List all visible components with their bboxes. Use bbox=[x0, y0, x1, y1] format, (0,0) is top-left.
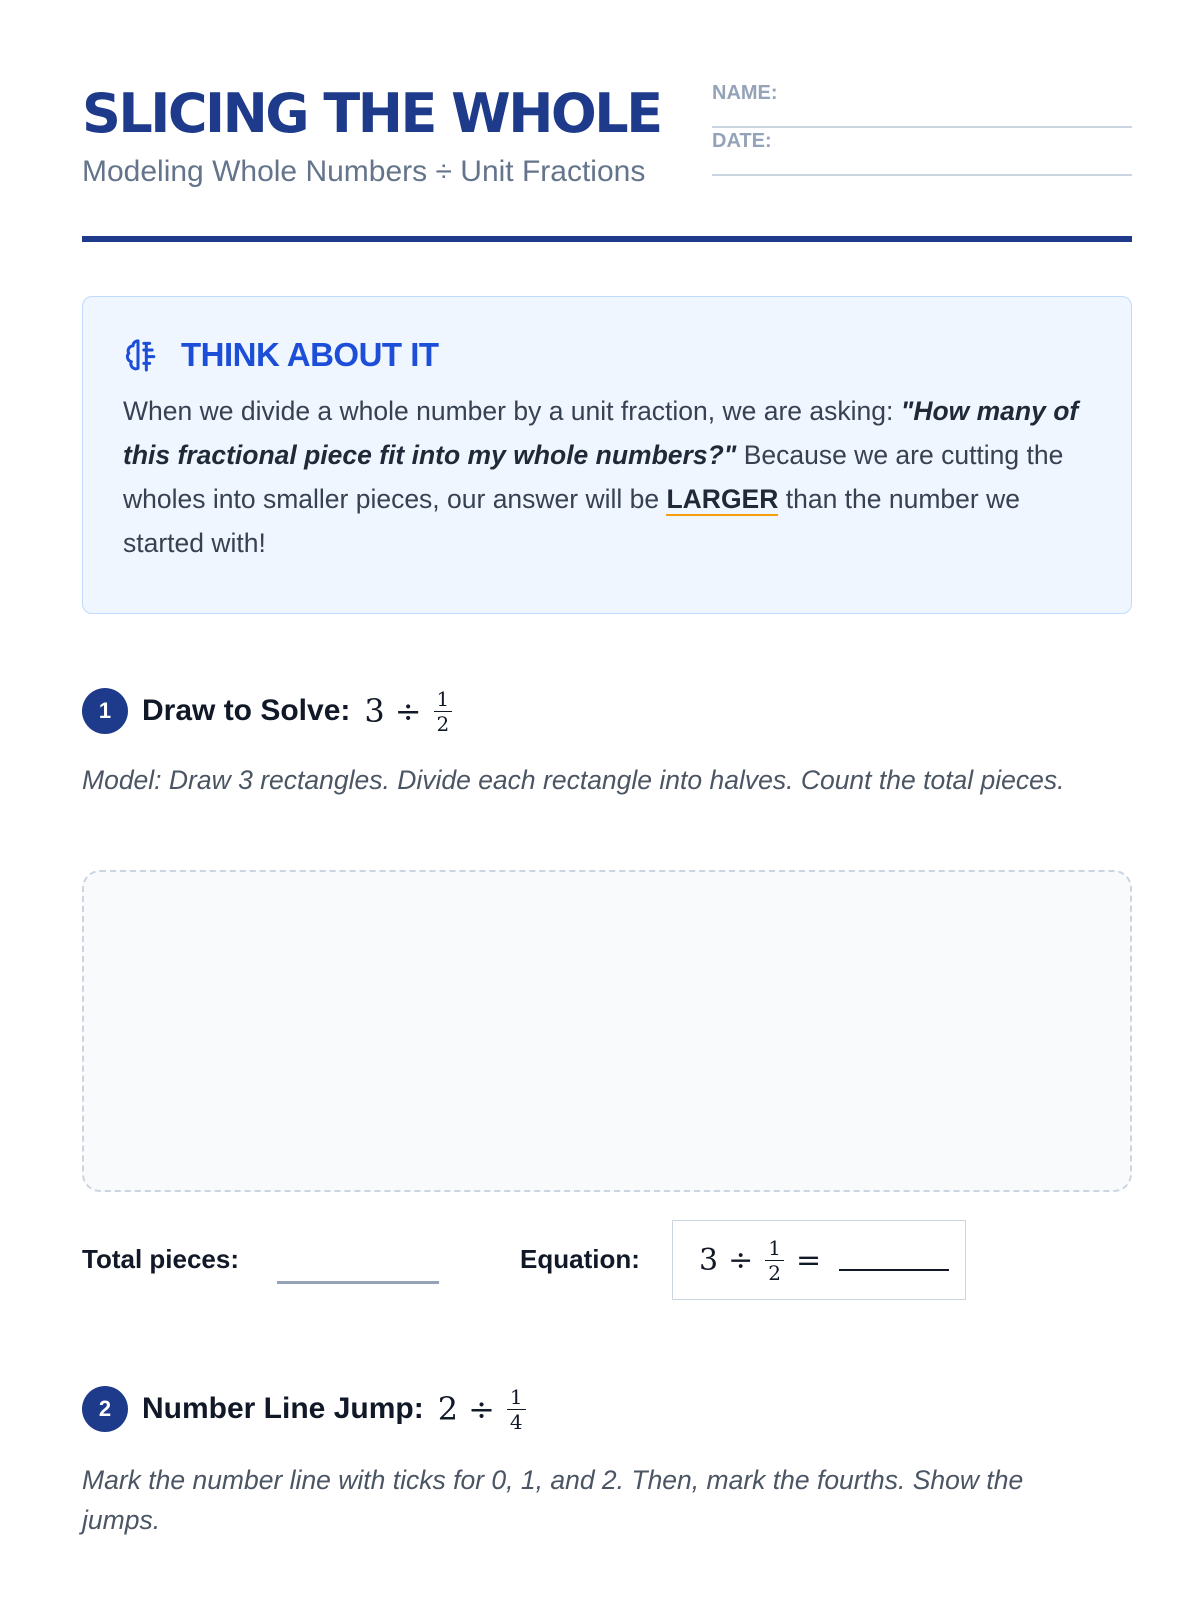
question-label: Draw to Solve: bbox=[142, 694, 351, 727]
page-subtitle: Modeling Whole Numbers ÷ Unit Fractions bbox=[82, 155, 646, 188]
question-number-badge: 2 bbox=[82, 1386, 128, 1432]
fraction-numerator: 1 bbox=[434, 689, 453, 712]
dividend: 3 bbox=[364, 692, 385, 730]
equals-sign: = bbox=[795, 1242, 822, 1278]
question-expression bbox=[437, 1384, 528, 1434]
divide-sign: ÷ bbox=[394, 692, 422, 730]
think-header bbox=[123, 335, 1091, 375]
student-info bbox=[712, 80, 1132, 176]
unit-fraction bbox=[507, 1384, 526, 1434]
header-divider bbox=[82, 236, 1132, 242]
eq-unit-fraction bbox=[765, 1235, 784, 1285]
divide-sign: ÷ bbox=[468, 1390, 495, 1428]
name-label: NAME: bbox=[712, 82, 778, 104]
question-2-instruction: Mark the number line with ticks for 0, 1, and 2. Then, mark the fourths. Show the jumps. bbox=[82, 1465, 1024, 1535]
think-body bbox=[123, 389, 1091, 565]
question-label: Number Line Jump: bbox=[142, 1392, 424, 1425]
think-text-2: Because we are cutting the wholes into smaller pieces, our answer will be bbox=[123, 440, 1064, 514]
date-field[interactable] bbox=[712, 128, 1132, 176]
total-pieces-blank[interactable] bbox=[277, 1281, 439, 1284]
fraction-denominator: 2 bbox=[436, 711, 450, 736]
equation-answer-blank[interactable] bbox=[839, 1269, 949, 1271]
think-title: THINK ABOUT IT bbox=[181, 336, 439, 373]
question-1-instruction: Model: Draw 3 rectangles. Divide each rectangle into halves. Count the total pieces. bbox=[82, 765, 1065, 795]
question-1-header bbox=[82, 688, 454, 734]
eq-fraction-denominator: 2 bbox=[768, 1260, 781, 1285]
think-about-it-box bbox=[82, 296, 1132, 614]
total-pieces-label: Total pieces: bbox=[82, 1244, 240, 1274]
question-number-badge: 1 bbox=[82, 688, 128, 734]
eq-dividend: 3 bbox=[699, 1242, 719, 1278]
equation-expression bbox=[699, 1235, 949, 1285]
worksheet-header bbox=[82, 80, 1132, 190]
fraction-denominator: 4 bbox=[509, 1409, 523, 1434]
name-field[interactable] bbox=[712, 80, 1132, 128]
question-2-header bbox=[82, 1386, 528, 1432]
think-quote: "How many of this fractional piece fit into my whole numbers?" bbox=[123, 396, 1079, 470]
date-label: DATE: bbox=[712, 130, 772, 152]
eq-divide-sign: ÷ bbox=[728, 1242, 754, 1278]
fraction-numerator: 1 bbox=[507, 1387, 526, 1410]
think-emphasis: LARGER bbox=[666, 484, 779, 514]
think-text-1: When we divide a whole number by a unit fraction, we are asking: bbox=[123, 396, 901, 426]
question-expression bbox=[364, 686, 454, 736]
eq-fraction-numerator: 1 bbox=[765, 1238, 784, 1261]
brain-icon bbox=[123, 335, 163, 375]
equation-label: Equation: bbox=[520, 1244, 640, 1274]
think-text-3: than the number we started with! bbox=[123, 484, 1020, 558]
drawing-area[interactable] bbox=[82, 870, 1132, 1192]
equation-box[interactable] bbox=[672, 1220, 966, 1300]
unit-fraction bbox=[434, 686, 453, 736]
page-title: SLICING THE WHOLE bbox=[82, 82, 661, 145]
dividend: 2 bbox=[437, 1390, 459, 1428]
